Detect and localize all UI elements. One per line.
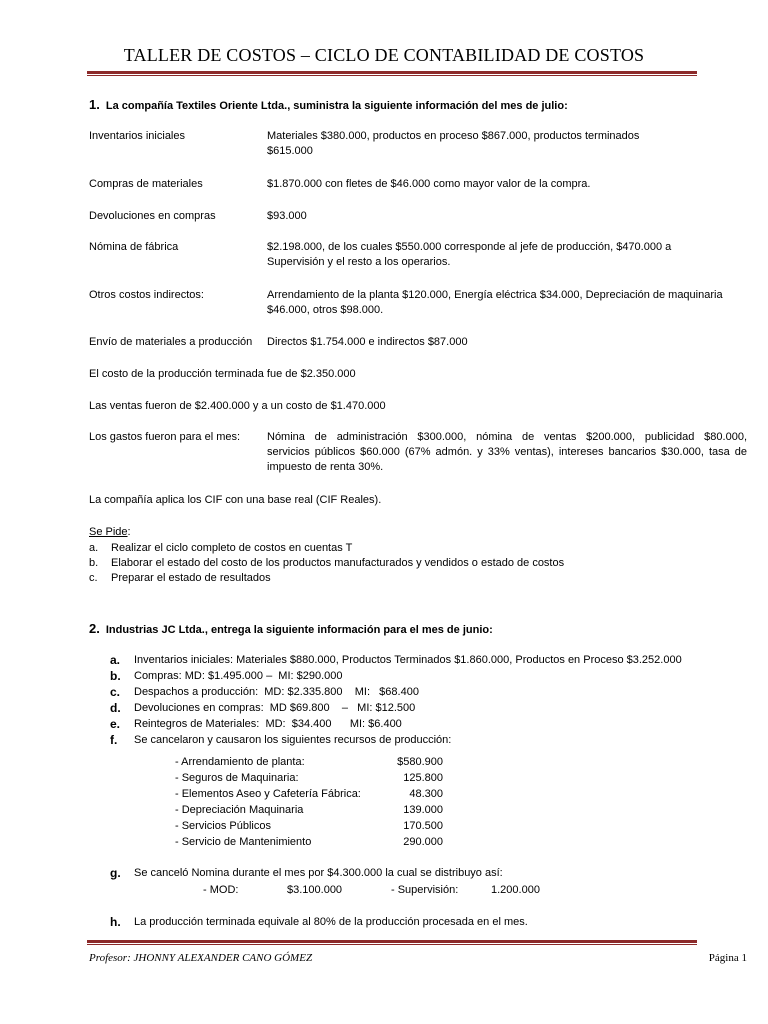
se-pide-colon: : (127, 526, 131, 538)
list-text: Se cancelaron y causaron los siguientes recursos de producción: (134, 734, 452, 746)
se-pide-heading (89, 525, 747, 540)
list-item (110, 701, 730, 717)
list-text: Elaborar el estado del costo de los productos manufacturados y vendidos o estado de costos (111, 557, 565, 569)
list-text: Devoluciones en compras: MD $69.800 – MI: $12.500 (134, 702, 416, 714)
list-item (110, 685, 730, 701)
q2-heading (89, 621, 493, 638)
q1-intro: La compañía Textiles Oriente Ltda., suministra la siguiente información del mes de julio: (105, 100, 568, 112)
q1-cif: La compañía aplica los CIF con una base real (CIF Reales). (89, 494, 382, 506)
list-marker: g. (110, 866, 121, 880)
q1-costo-produccion: El costo de la producción terminada fue de $2.350.000 (89, 368, 356, 380)
row-label: Envío de materiales a producción (89, 336, 253, 348)
page-number: Página 1 (708, 952, 747, 964)
list-text: Reintegros de Materiales: MD: $34.400 MI: $6.400 (134, 718, 402, 730)
row-value-line: Arrendamiento de la planta $120.000, Energía eléctrica $34.000, Depreciación de maquinaria (267, 289, 723, 301)
row-value-line: Nómina de administración $300.000, nómina de ventas $200.000, publicidad $80.000, (267, 431, 747, 443)
list-item (89, 541, 564, 556)
footer-divider (87, 940, 697, 945)
q2-item-h (110, 915, 730, 931)
row-value-line: servicios públicos $60.000 (67% admón. y 33% ventas), intereses bancarios $30.000, tasa de (267, 446, 747, 458)
list-item (110, 733, 730, 749)
list-marker: c. (110, 685, 121, 699)
recurso-value: 139.000 (403, 804, 443, 816)
row-label: Otros costos indirectos: (89, 289, 204, 301)
recurso-name: - Seguros de Maquinaria: (175, 772, 299, 784)
recurso-value: 290.000 (403, 836, 443, 848)
table-row (175, 755, 443, 771)
list-marker: e. (110, 717, 121, 731)
list-text: La producción terminada equivale al 80% de la producción procesada en el mes. (134, 916, 528, 928)
recurso-value: $580.900 (397, 756, 443, 768)
row-value-line: $615.000 (267, 145, 313, 157)
table-row (175, 819, 443, 835)
list-marker: b. (110, 669, 121, 683)
list-marker: a. (110, 653, 121, 667)
q1-heading (89, 97, 568, 114)
recurso-value: 48.300 (409, 788, 443, 800)
list-item (89, 556, 564, 571)
list-text: Se canceló Nomina durante el mes por $4.300.000 la cual se distribuyo así: (134, 867, 503, 879)
list-text: Inventarios iniciales: Materiales $880.000, Productos Terminados $1.860.000, Productos en Proceso $3.252.000 (134, 654, 682, 666)
row-label: Compras de materiales (89, 178, 203, 190)
row-value: $1.870.000 con fletes de $46.000 como mayor valor de la compra. (267, 178, 591, 190)
professor-name: Profesor: JHONNY ALEXANDER CANO GÓMEZ (89, 952, 313, 964)
list-item (110, 669, 730, 685)
row-value-line: Supervisión y el resto a los operarios. (267, 256, 451, 268)
q2-item-g (110, 866, 730, 882)
list-text: Despachos a producción: MD: $2.335.800 MI: $68.400 (134, 686, 419, 698)
table-row (175, 771, 443, 787)
row-label: Inventarios iniciales (89, 130, 185, 142)
table-row (175, 803, 443, 819)
q1-ventas: Las ventas fueron de $2.400.000 y a un costo de $1.470.000 (89, 400, 386, 412)
list-text: Compras: MD: $1.495.000 – MI: $290.000 (134, 670, 343, 682)
se-pide-label: Se Pide (89, 526, 128, 538)
list-text: Realizar el ciclo completo de costos en cuentas T (111, 542, 353, 554)
recurso-name: - Servicios Públicos (175, 820, 271, 832)
supervision-label: - Supervisión: (391, 884, 459, 896)
mod-label: - MOD: (203, 884, 239, 896)
recurso-name: - Depreciación Maquinaria (175, 804, 304, 816)
list-item (110, 915, 730, 931)
row-value (267, 240, 747, 270)
row-value (267, 430, 747, 475)
row-value-line: Materiales $380.000, productos en proceso $867.000, productos terminados (267, 130, 640, 142)
recurso-name: - Servicio de Mantenimiento (175, 836, 312, 848)
list-item (110, 653, 730, 669)
header-divider (87, 71, 697, 76)
q1-number: 1. (89, 97, 100, 112)
q2-number: 2. (89, 621, 100, 636)
list-text: Preparar el estado de resultados (111, 572, 271, 584)
row-value-line: $2.198.000, de los cuales $550.000 corresponde al jefe de producción, $470.000 a (267, 241, 672, 253)
list-marker: h. (110, 915, 121, 929)
row-value: Directos $1.754.000 e indirectos $87.000 (267, 336, 468, 348)
mod-value: $3.100.000 (287, 884, 343, 896)
table-row (175, 835, 443, 851)
row-label: Nómina de fábrica (89, 241, 179, 253)
list-item (89, 571, 564, 586)
row-label: Los gastos fueron para el mes: (89, 431, 241, 443)
list-marker: c. (89, 572, 98, 584)
recurso-name: - Elementos Aseo y Cafetería Fábrica: (175, 788, 361, 800)
row-label: Devoluciones en compras (89, 210, 216, 222)
list-item (110, 866, 730, 882)
nomina-distribution (203, 883, 540, 898)
row-value (267, 288, 747, 318)
page-title: TALLER DE COSTOS – CICLO DE CONTABILIDAD DE COSTOS (123, 45, 645, 65)
list-marker: a. (89, 542, 99, 554)
q1-task-list (89, 541, 564, 586)
recurso-name: - Arrendamiento de planta: (175, 756, 305, 768)
table-row (175, 787, 443, 803)
list-marker: b. (89, 557, 99, 569)
list-item (110, 717, 730, 733)
list-marker: f. (110, 733, 118, 747)
row-value-line: impuesto de renta 30%. (267, 461, 384, 473)
recursos-table (175, 755, 443, 851)
list-marker: d. (110, 701, 121, 715)
row-value-line: $46.000, otros $98.000. (267, 304, 384, 316)
supervision-value: 1.200.000 (491, 884, 540, 896)
q2-item-list (110, 653, 730, 749)
recurso-value: 125.800 (403, 772, 443, 784)
q2-intro: Industrias JC Ltda., entrega la siguiente información para el mes de junio: (105, 624, 493, 636)
recurso-value: 170.500 (403, 820, 443, 832)
row-value: $93.000 (267, 210, 307, 222)
row-value (267, 129, 747, 159)
